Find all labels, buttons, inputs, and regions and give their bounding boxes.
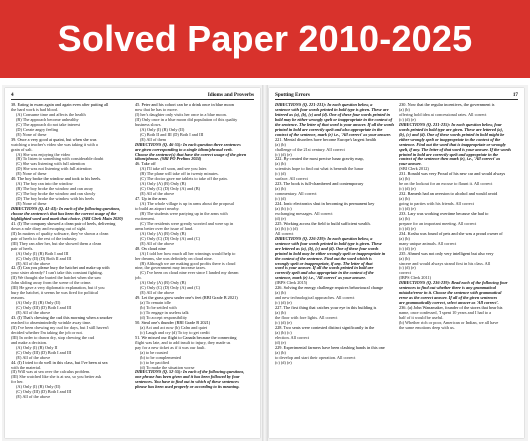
question-line: 49. Let the grass grow under one's feet (RBI Grade B 2021) [135,296,238,301]
right-page-number: 17 [512,92,518,98]
text-line: (a) (b) [399,256,410,261]
option-line: (C) Only (III) (D) Both I and III [16,350,72,355]
text-line: job. [135,276,142,281]
option-line: (C) Only (III) (D) Both I and III [16,306,72,311]
option-line: (c) Laugh and cry (d) To try to get credit [140,330,210,335]
question-line: 51. We missed our flight to Canada because the connecting [135,335,237,340]
text-line: (III) In order to drawn dry, stop chewing the cud [11,335,95,340]
banner-title: Solved Paper 2010-2025 [57,18,473,59]
option-line: (a) to be roasted [140,350,168,355]
book-spread [2,85,528,441]
right-column-1 [275,103,394,366]
text-line: be on the lookout for an excuse to flaunt it. All correct [399,182,493,187]
question-line: 43. (I) That's chewing the cud this morning when a smoker [11,315,113,320]
left-running-head [11,92,254,100]
question-line: 44. (I) I tried to do well in this class, but I've been at sea [11,360,108,365]
text-line: many unique animals. All correct [399,241,457,246]
directions-line: sentences. You have to find out in which of these sentences [135,380,239,385]
option-line: (A) The boy ran into the window [16,182,73,187]
text-line: challenge of the 21st century. All correct [275,147,345,152]
directions-line: idiom/phrase. (SBI PO Prelims 2024) [135,157,202,162]
text-line: (c) (d) [275,172,286,177]
option-line: (C) Only (III) (D) Both I and III [16,390,72,395]
option-line: (B) The boy broke the window and ran away [16,187,94,192]
directions-line: are given corresponding to a single idiom/phrasal verb. [135,147,233,152]
question-line: 222. By created the most precise lunar gravity map, [275,157,364,162]
question-line: 224. Ionic electronics shut in becoming its permanent key [275,202,375,207]
directions-line: the context of the sentence. Find out the word which is [275,256,372,261]
text-line: grain of salt. [11,147,33,152]
text-line: John sliding away from the scene of the crime. [11,281,92,286]
option-line: (E) All of the above [140,241,175,246]
text-line: reached to absentmindedly wrinkle away time. [11,320,92,325]
option-line: (a) To remain idle [140,301,171,306]
text-line: the hard work is bad blood. [11,107,59,112]
option-line: (A) I told her how much all her winnings would help to [140,251,236,256]
option-line: (C) I've been on cloud nine ever since I landed my dream [140,271,239,276]
option-line: (b) to be complemented [140,355,181,360]
option-line: (A) Only (I) (B) Only (II) [16,301,61,306]
text-line: (c) (d) (e) [275,301,292,306]
text-line: All correct [275,231,294,236]
text-line: (II) Only once in a blue moon did population of this quality [135,117,238,122]
text-line: (d) (e) [275,216,286,221]
left-column-2 [135,103,254,400]
option-line: (A) The whole village is up in arms about the proposal [140,202,234,207]
text-line: to build an airport nearby. [135,207,180,212]
text-line: name, once confessed, 'I spent 10 years and I had to a [399,311,492,316]
text-line: (c) (d) (e) [399,207,416,212]
option-line: (C) Only (C) (D) Only (A) and (C) [140,236,201,241]
directions-line: mistake/error in it. Choose the sentence with grammatical [399,291,502,296]
option-line: (A) Only (I) (B) Only (II) [140,127,185,132]
option-line: (a) Act and act now (b) Calm and quiet [140,325,208,330]
text-line: (a) (b) [275,311,286,316]
directions-line: DIRECTIONS (Q. 221-231): In each question below, a [275,103,373,107]
option-line: (B) The plane will take off in twenty minutes. [140,172,219,177]
option-line: (A) Only (A) (B) Only (B) [140,281,186,286]
question-line: 39. Once a very good at quaint, but when she was [11,137,97,142]
text-line: election. All correct [275,335,310,340]
question-line: 230. Now that the regular incentives, the government is [399,103,495,107]
text-line: (II) I've been chewing my cud for days, but I still haven't [11,325,109,330]
option-line: (C) Both II and III (D) Both I and III [140,132,204,137]
text-line: (a) (b) (c) [275,330,292,335]
left-page [5,88,260,438]
option-line: (E) None of these [16,132,47,137]
text-line: and new technological approaches. All correct [275,296,355,301]
left-column-1 [11,103,130,400]
directions-line: DIRECTIONS (Q. 52-55): In each of the following questions, [135,370,245,375]
text-line: scientists hope to find out what is beneath the lunar [275,167,364,172]
option-line: (E) All of them [140,137,167,142]
text-line: (II) In matters of quality software, they've shown a clean [11,231,109,236]
text-line: now that he has to move. [135,107,178,112]
text-line: (IBPS Clerk 2011) [399,276,432,281]
directions-line: are grammatically correct, select answer as 'All correct'. [399,301,499,306]
question-line: 229. Experimental farmers have been clashing hands in this one [275,345,385,350]
text-line: reasons. [11,296,25,301]
text-line: pair of heels to the rest of the industry. [11,236,78,241]
text-line: prepare for an important meeting. All correct [399,221,477,226]
option-line: (C) The doctor gave me tablets to take off the pain. [140,177,228,182]
text-line: (c) (d) (e) [399,117,416,122]
directions-line: words printed in bold type are given. These are lettered (a), [399,127,504,132]
question-line: 233. Lary was working overtime because she had to [399,211,489,216]
text-line: offering hold idea at concessional rates. All correct [399,112,487,117]
directions-line: DIRECTIONS (Q. 41-43): In each of the following questions, [11,207,121,212]
directions-line: phrase has been used properly or according to its meaning. [135,385,240,390]
directions-line: DIRECTIONS (Q. 46-55): In each question three sentences [135,142,241,147]
text-line: (c) (d) (e) [399,246,416,251]
option-line: (B) The students were partying up in the arms with [140,211,228,216]
directions-line: bold may be either wrongly spelt or inappropriate in the context of [275,117,393,122]
question-line: 236. (a) John Wanamaker, founder of the stores that bear his [399,306,503,311]
text-line: (a) (b) [399,177,410,182]
text-line: (c) (d) (e) [275,360,292,365]
question-line: 234. Koshu was found of pets and she was a proud owner of [399,231,503,236]
option-line: (A) Only (I) (B) Both I and III [16,251,69,256]
directions-line: either wrongly spelt or inappropriate in the context of the [399,137,501,142]
option-line: (A) Only (A) (B) Only (B) [140,231,186,236]
left-section-title: Idioms and Proverbs [207,92,254,98]
text-line: (c) (d) [275,197,286,202]
text-line: (a) (b) [275,142,286,147]
question-line: 45. Peter and his cohort can be a drink once in blue moon [135,103,234,107]
text-line: (b) Whether rich or poor, American or Indian, we all have [399,320,499,325]
text-line: (a) (b) [275,187,286,192]
text-line: (a) (b) [399,216,410,221]
option-line: (d) To make the situation worse [140,365,195,370]
text-line: (III) They ran after her, but she showed them a clean [11,241,102,246]
text-line: exchanging messages. All correct [275,211,333,216]
text-line: (SBI Clerk 2012) [399,167,429,172]
right-page [269,88,524,438]
question-line: 40. The boy broke the window and took to his heels. [11,177,102,182]
text-line: (a) (b) [275,350,286,355]
option-line: (A) I'll take off soon, and see you later. [140,167,208,172]
option-line: (A) Only (I) (B) Only II [16,345,58,350]
option-line: (A) Only (A) (B) Only (B) [140,182,186,187]
text-line: (I) her's daughter only visits her once in a blue moon. [135,112,227,117]
directions-line: (b), (c) and (d). One of these words printed in bold might be [399,132,505,137]
option-line: (E) All of the above [16,355,51,360]
option-line: (A) Consume time and affects the health [16,112,86,117]
directions-line: choose the sentence/s that has been the correct usage of the [11,211,117,216]
directions-line: highlighted word and mark that choice. (SBI Clerk Main 2020) [11,216,123,221]
text-line: sincere and would always strand first in his class. All [399,261,491,266]
text-line: correct [399,271,411,276]
option-line: (C) The residents were greatly worried and were up in [140,221,234,226]
option-line: (C) Only (II) (D) Both II and III [16,256,72,261]
text-line: pair of heels. [11,246,34,251]
text-line: (c) (d) (e) [275,320,292,325]
text-line: (a) (b) (c) (d) [275,226,298,231]
text-line: (III) He gave a very diplomatic explanation, but if you [11,286,105,291]
option-line: (E) All of the above [16,311,51,316]
question-line: 232. Ramesh had an aversion to alcohol and would avoid [399,192,498,197]
directions-line: spelt, if any. The letter of that word is your answer. If the words [399,147,512,152]
text-line: bury the hatchet, it seems he was fired for political [11,291,99,296]
right-section-title: Spotting Errors [275,92,310,98]
question-line: 231. Ronald was very Proud of his new car and would always [399,172,506,177]
directions-line: sentence with four words printed in bold type is given. These [275,241,382,246]
option-line: (B) The approach become unhealthy [16,117,79,122]
directions-line: Choose the sentence(s) that have the correct usage of the given [135,152,247,157]
text-line: surface. All correct [275,177,308,182]
option-line: (C) Only (C) (D) Only (A) and (C) [140,286,201,291]
directions-line: context of the sentence, mark (e) i.e., 'All correct' as your answer. [275,132,392,137]
option-line: (D) She was not listening with full attention [16,167,92,172]
directions-line: DIRECTIONS (Q. 231-235): In each question below, four [399,122,502,127]
text-line: business slows. [135,122,162,127]
option-line: (C) Only (C) (D) Only (A) and (B) [140,187,201,192]
text-line: to develop and start their operation. All correct [275,355,356,360]
directions-line: printed in bold are correctly spelt and also appropriate in the [275,127,383,132]
text-line: her dreams, she was definitely on cloud nine. [135,256,213,261]
option-line: (C) The approach do not take interest [16,122,81,127]
text-line: arms better over the issue of land. [135,226,194,231]
directions-line: sentence. Find out the word that is inappropriate or wrongly [399,142,506,147]
question-line: 221. Mental disorders have become Europe's largest health [275,137,377,142]
directions-line: one phrase has been given and it has been followed by four [135,375,240,380]
text-line: half of it would be useful. [399,315,444,320]
text-line: for her. [11,380,24,385]
text-line: decided whether I'm taking the job or not. [11,330,83,335]
option-line: (C) She was listening with full attention [16,162,85,167]
option-line: (D) The boy broke the window with his heels [16,197,94,202]
directions-line: correctly spelt and also appropriate in the context of the [275,271,374,276]
directions-line: your answer. [399,162,422,167]
text-line: (IBPS Clerk 2015) [275,281,308,286]
directions-line: DIRECTIONS (Q. 236-239): Read each of the following four [399,281,508,286]
text-line: (a) (b) [399,236,410,241]
option-line: (C) The boy broke the window and ran slowly [16,192,96,197]
text-line: (c) (d) (e) [399,226,416,231]
directions-line: sentences to find out whether there is any grammatical [399,286,496,291]
directions-line: context of the sentence then mark (e), i.e., 'All correct' as [399,157,501,162]
question-line: 42. (I) Can you please bury the hatchet and make up with [11,266,110,271]
directions-line: the sentence. The letter of that word is your answer. If all the words [275,122,394,127]
left-page-number: 4 [11,92,14,98]
text-line: flight was late, and to add insult to injury, they made us [135,340,231,345]
directions-line: wrongly spelt or inappropriate, if any. The letter of that [275,261,373,266]
question-line: 47. Up in the arms [135,197,167,202]
directions-line: printed in bold are correctly spelt and appropriate in the [399,152,499,157]
text-line: and make a decision. [11,340,48,345]
option-line: (b) To be settled with [140,306,177,311]
option-line: (E) All of the above [140,291,175,296]
option-line: (A) She was enjoying the video [16,152,71,157]
text-line: nine, the government may increase taxes. [135,266,206,271]
text-line: (III) She watched like she is at sea, so you better ask [11,375,102,380]
option-line: (c) To engage in useless talk [140,311,189,316]
text-line: (a) (b) [399,197,410,202]
option-line: (D) Create angry feeling [16,127,59,132]
text-line: excitement. [135,216,155,221]
directions-line: printed in bold may be either wrongly spelt or inappropriate in [275,251,386,256]
option-line: (E) None of these [16,202,47,207]
text-line: (c) (d) (e) [275,152,292,157]
text-line: (a) (b) (c) [275,207,292,212]
text-line: pay for a new ticket as if it was our fault. [135,345,206,350]
directions-line: sentence with four words printed in bold type is given. These are [275,107,389,112]
question-line: 46. Take off [135,162,156,167]
directions-line: lettered as (a), (b), (c) and (d). One of these four words printed in [275,112,391,117]
question-line: 50. Steal one's thunder (RBI Grade B 2021) [135,320,211,325]
directions-line: are lettered as (a), (b), (c) and (d). One of these four words [275,246,379,251]
option-line: (A) Only (I) (B) Only (II) [16,385,61,390]
text-line: down a rule diary and escaping out of sight. [11,226,87,231]
question-line: 228. Two seats were contested distinct significantly in the [275,325,375,330]
text-line: (a) (b) [275,162,286,167]
right-column-2 [399,103,518,366]
text-line: (a) (b) [399,107,410,112]
option-line: (c) to be pacified [140,360,170,365]
option-line: (E) All of the above [16,261,51,266]
text-line: (c) (d) (e) [399,266,416,271]
text-line: watching a teacher's video she was taking it with a [11,142,98,147]
directions-line: sentence, mark (e) i.e., 'All correct' as your answer. [275,276,366,281]
question-line: 38. Eating in exam again and again even after putting all [11,103,109,107]
question-line: 227. The first thing that catches your eye in this building is [275,306,377,311]
text-line: (c) (d) (e) [399,187,416,192]
question-line: 48. On cloud nine [135,246,166,251]
option-line: (d) To accept responsibility [140,315,187,320]
option-line: (E) All of the above [16,395,51,400]
title-banner [0,0,530,78]
directions-line: word is your answer. If all the words printed in bold are [275,266,374,271]
text-line: (d) (e) [275,340,286,345]
text-line: going to parties with his friends. All correct [399,202,474,207]
option-line: (E) None of these [16,172,47,177]
right-running-head [275,92,518,100]
question-line: 226. Solving the energy challenge requires behavioural change [275,286,384,291]
question-line: 41. (I) The company showed a clean pair of heels, delivering [11,221,116,226]
question-line: 235. Ahmed was not only very intelligent but also very [399,251,494,256]
option-line: (B) Although we are making good profits there is cloud [140,261,236,266]
directions-line: error as the correct answer. If all of the given sentences [399,296,498,301]
option-line: (B) To listen to something with considerable doubt [16,157,104,162]
text-line: the same emotions deep with us. [399,325,455,330]
text-line: (a) (b) [275,291,286,296]
question-line: 223. The book is full-chambered and contemporary [275,182,364,187]
text-line: (II) We thought she buried the hatchet when she saw [11,276,102,281]
text-line: the floor with fore lights. All correct [275,315,338,320]
text-line: commentary. All correct [275,192,317,197]
question-line: 225. Working across the field to build sufficient wealth. [275,221,371,226]
text-line: with the material. [11,365,42,370]
page-gutter [262,85,268,441]
option-line: (E) All of the above [140,192,175,197]
text-line: (II) Will was at sea over the calculus problem. [11,370,91,375]
text-line: your sister already? I can't take this constant fighting. [11,271,103,276]
directions-line: DIRECTIONS (Q. 226-239): In each question below, a [275,236,373,241]
